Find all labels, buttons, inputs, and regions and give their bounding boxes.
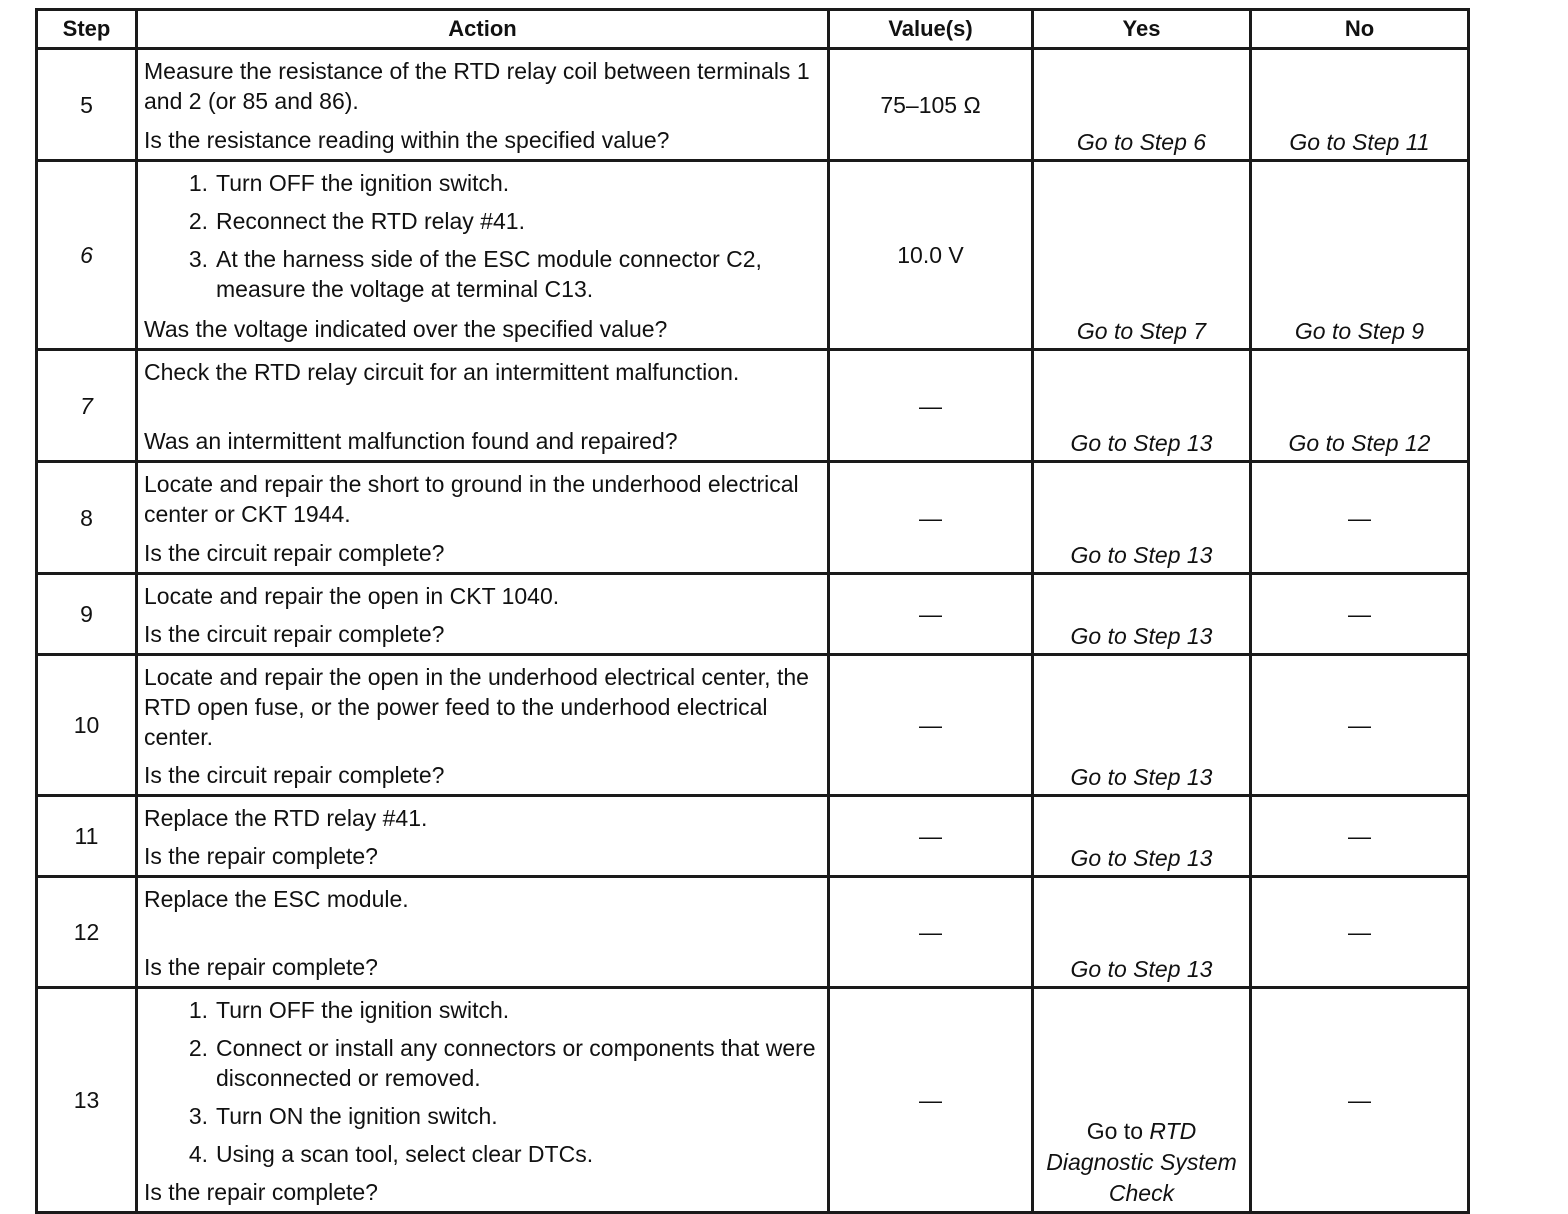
action-question: Is the resistance reading within the specified value? <box>144 127 670 153</box>
yes-cell: Go to Step 7 <box>1033 161 1251 350</box>
action-cell <box>137 796 829 877</box>
action-cell <box>137 462 829 574</box>
action-question: Is the circuit repair complete? <box>144 540 445 566</box>
table-row <box>37 796 1469 877</box>
no-cell: — <box>1251 877 1469 988</box>
no-cell: Go to Step 9 <box>1251 161 1469 350</box>
value-cell: 10.0 V <box>829 161 1033 350</box>
action-cell <box>137 877 829 988</box>
no-cell: — <box>1251 796 1469 877</box>
step-number: 10 <box>37 655 137 796</box>
list-item: 3. Turn ON the ignition switch. <box>188 1103 498 1129</box>
action-text: Replace the ESC module. <box>144 886 409 912</box>
action-steps-list <box>144 995 821 1169</box>
action-cell <box>137 988 829 1213</box>
yes-cell: Go to Step 13 <box>1033 877 1251 988</box>
step-number: 9 <box>37 574 137 655</box>
action-text: Replace the RTD relay #41. <box>144 805 428 831</box>
step-number: 6 <box>37 161 137 350</box>
action-cell <box>137 49 829 161</box>
action-text: Measure the resistance of the RTD relay coil between terminals 1 and 2 (or 85 and 86). <box>144 58 810 114</box>
action-text: Locate and repair the open in the underhood electrical center, the RTD open fuse, or the power feed to the underhood electrical center. <box>144 664 809 750</box>
header-action: Action <box>137 10 829 49</box>
step-number: 5 <box>37 49 137 161</box>
no-cell: — <box>1251 655 1469 796</box>
no-cell: — <box>1251 988 1469 1213</box>
table-row <box>37 988 1469 1213</box>
list-item: 2. Connect or install any connectors or components that were disconnected or removed. <box>188 1035 816 1091</box>
no-cell: — <box>1251 574 1469 655</box>
yes-cell <box>1033 988 1251 1213</box>
step-number: 13 <box>37 988 137 1213</box>
action-cell <box>137 350 829 462</box>
header-yes: Yes <box>1033 10 1251 49</box>
table-row <box>37 161 1469 350</box>
yes-cell: Go to Step 6 <box>1033 49 1251 161</box>
list-item: 1. Turn OFF the ignition switch. <box>188 997 510 1023</box>
table-row <box>37 49 1469 161</box>
action-text: Locate and repair the short to ground in the underhood electrical center or CKT 1944. <box>144 471 799 527</box>
yes-cell: Go to Step 13 <box>1033 350 1251 462</box>
yes-cell: Go to Step 13 <box>1033 574 1251 655</box>
value-cell: 75–105 Ω <box>829 49 1033 161</box>
yes-prefix: Go to <box>1086 1118 1143 1144</box>
action-question: Was an intermittent malfunction found and repaired? <box>144 428 678 454</box>
table-row <box>37 655 1469 796</box>
table-row <box>37 350 1469 462</box>
action-question: Is the repair complete? <box>144 1179 378 1205</box>
header-row <box>37 10 1469 49</box>
no-cell: — <box>1251 462 1469 574</box>
action-cell <box>137 161 829 350</box>
diagnostic-table <box>35 8 1470 1214</box>
value-cell: — <box>829 988 1033 1213</box>
table-row <box>37 462 1469 574</box>
action-question: Is the repair complete? <box>144 954 378 980</box>
step-number: 7 <box>37 350 137 462</box>
value-cell: — <box>829 796 1033 877</box>
action-cell <box>137 574 829 655</box>
action-question: Is the repair complete? <box>144 843 378 869</box>
yes-cell: Go to Step 13 <box>1033 462 1251 574</box>
action-cell <box>137 655 829 796</box>
action-text: Check the RTD relay circuit for an intermittent malfunction. <box>144 359 740 385</box>
action-question: Was the voltage indicated over the specified value? <box>144 316 668 342</box>
no-cell: Go to Step 11 <box>1251 49 1469 161</box>
step-number: 11 <box>37 796 137 877</box>
action-question: Is the circuit repair complete? <box>144 621 445 647</box>
yes-cell: Go to Step 13 <box>1033 796 1251 877</box>
header-no: No <box>1251 10 1469 49</box>
list-item: 4. Using a scan tool, select clear DTCs. <box>188 1141 594 1167</box>
value-cell: — <box>829 877 1033 988</box>
step-number: 8 <box>37 462 137 574</box>
header-values: Value(s) <box>829 10 1033 49</box>
step-number: 12 <box>37 877 137 988</box>
action-text: Locate and repair the open in CKT 1040. <box>144 583 560 609</box>
yes-cell: Go to Step 13 <box>1033 655 1251 796</box>
value-cell: — <box>829 350 1033 462</box>
action-question: Is the circuit repair complete? <box>144 762 445 788</box>
value-cell: — <box>829 655 1033 796</box>
header-step: Step <box>37 10 137 49</box>
table-row <box>37 574 1469 655</box>
list-item: 3. At the harness side of the ESC module connector C2, measure the voltage at terminal C13. <box>188 246 762 302</box>
action-steps-list <box>144 168 821 304</box>
table-row <box>37 877 1469 988</box>
value-cell: — <box>829 574 1033 655</box>
value-cell: — <box>829 462 1033 574</box>
yes-link-text: RTD Diagnostic System Check <box>1046 1118 1237 1206</box>
no-cell: Go to Step 12 <box>1251 350 1469 462</box>
list-item: 1. Turn OFF the ignition switch. <box>188 170 510 196</box>
list-item: 2. Reconnect the RTD relay #41. <box>188 208 525 234</box>
